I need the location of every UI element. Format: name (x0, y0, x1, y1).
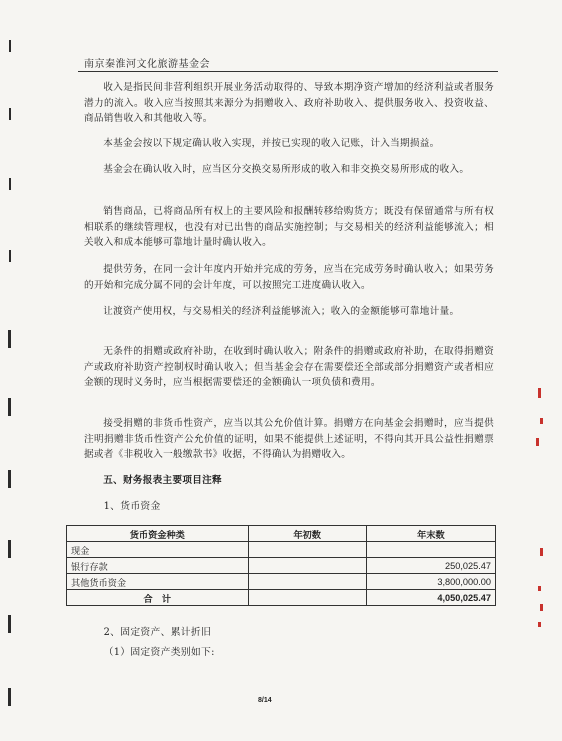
binding-mark (8, 398, 11, 416)
row-label: 银行存款 (67, 558, 249, 574)
row-label: 现金 (67, 542, 249, 558)
binding-mark (8, 330, 11, 348)
seal-edge-mark (540, 418, 543, 424)
seal-edge-mark (536, 438, 539, 446)
end-value: 3,800,000.00 (366, 574, 495, 590)
paragraph-sales: 销售商品，已将商品所有权上的主要风险和报酬转移给购货方；既没有保留通常与所有权相联系的继续管理权，也没有对已出售的商品实施控制；与交易相关的经济利益能够流入；相关收入和成本能够可靠地计量时确认收入。 (84, 206, 494, 248)
table-row (67, 542, 496, 558)
seal-edge-mark (540, 548, 543, 556)
seal-edge-mark (540, 604, 543, 611)
total-label: 合 计 (67, 590, 249, 606)
section-heading: 五、财务报表主要项目注释 (103, 475, 222, 486)
page-number: 8/14 (258, 697, 272, 704)
binding-mark (9, 40, 11, 52)
paragraph-revenue-definition: 收入是指民间非营利组织开展业务活动取得的、导致本期净资产增加的经济利益或者服务潜力的流入。收入应当按照其来源分为捐赠收入、政府补助收入、提供服务收入、投资收益、商品销售收入和其他收入等。 (84, 82, 494, 124)
header-divider (78, 71, 498, 72)
seal-edge-mark (538, 586, 541, 591)
column-header: 年初数 (248, 526, 366, 542)
paragraph-donations: 无条件的捐赠或政府补助，在收到时确认收入；附条件的捐赠或政府补助，在取得捐赠资产或政府补助资产控制权时确认收入；但当基金会存在需要偿还全部或部分捐赠资产或者相应金额的现时义务时，应当根据需要偿还的金额确认一项负债和费用。 (84, 346, 494, 388)
paragraph-services: 提供劳务，在同一会计年度内开始并完成的劳务，应当在完成劳务时确认收入；如果劳务的开始和完成分属不同的会计年度，可以按照完工进度确认收入。 (84, 264, 494, 291)
paragraph-revenue-recognition: 本基金会按以下规定确认收入实现，并按已实现的收入记账，计入当期损益。 (103, 138, 440, 149)
end-value: 250,025.47 (366, 558, 495, 574)
page-header: 南京秦淮河文化旅游基金会 (84, 59, 210, 70)
total-begin-value (248, 590, 366, 606)
subsection-fixed-asset-categories: （1）固定资产类别如下: (103, 647, 215, 658)
total-end-value: 4,050,025.47 (366, 590, 495, 606)
table-total-row (67, 590, 496, 606)
binding-mark (9, 178, 11, 190)
paragraph-exchange-transactions: 基金会在确认收入时，应当区分交换交易所形成的收入和非交换交易所形成的收入。 (103, 164, 470, 175)
seal-edge-mark (538, 622, 541, 627)
binding-mark (8, 540, 11, 558)
binding-mark (9, 250, 11, 262)
begin-value (248, 574, 366, 590)
column-header: 年末数 (366, 526, 495, 542)
binding-mark (8, 615, 11, 633)
column-header: 货币资金种类 (67, 526, 249, 542)
begin-value (248, 558, 366, 574)
begin-value (248, 542, 366, 558)
table-row (67, 574, 496, 590)
table-header-row (67, 526, 496, 542)
table-row (67, 558, 496, 574)
binding-mark (8, 470, 11, 488)
cash-table (66, 525, 496, 606)
seal-edge-mark (538, 388, 541, 398)
subsection-cash: 1、货币资金 (103, 501, 161, 512)
binding-mark (8, 688, 11, 706)
binding-mark (9, 108, 11, 120)
subsection-fixed-assets: 2、固定资产、累计折旧 (103, 627, 212, 638)
paragraph-noncash-donations: 接受捐赠的非货币性资产，应当以其公允价值计算。捐赠方在向基金会捐赠时，应当提供注明捐赠非货币性资产公允价值的证明，如果不能提供上述证明，不得向其开具公益性捐赠票据或者《非税收入一般缴款书》收据，不得确认为捐赠收入。 (84, 418, 494, 460)
paragraph-asset-use: 让渡资产使用权，与交易相关的经济利益能够流入；收入的金额能够可靠地计量。 (103, 306, 460, 317)
end-value (366, 542, 495, 558)
row-label: 其他货币资金 (67, 574, 249, 590)
